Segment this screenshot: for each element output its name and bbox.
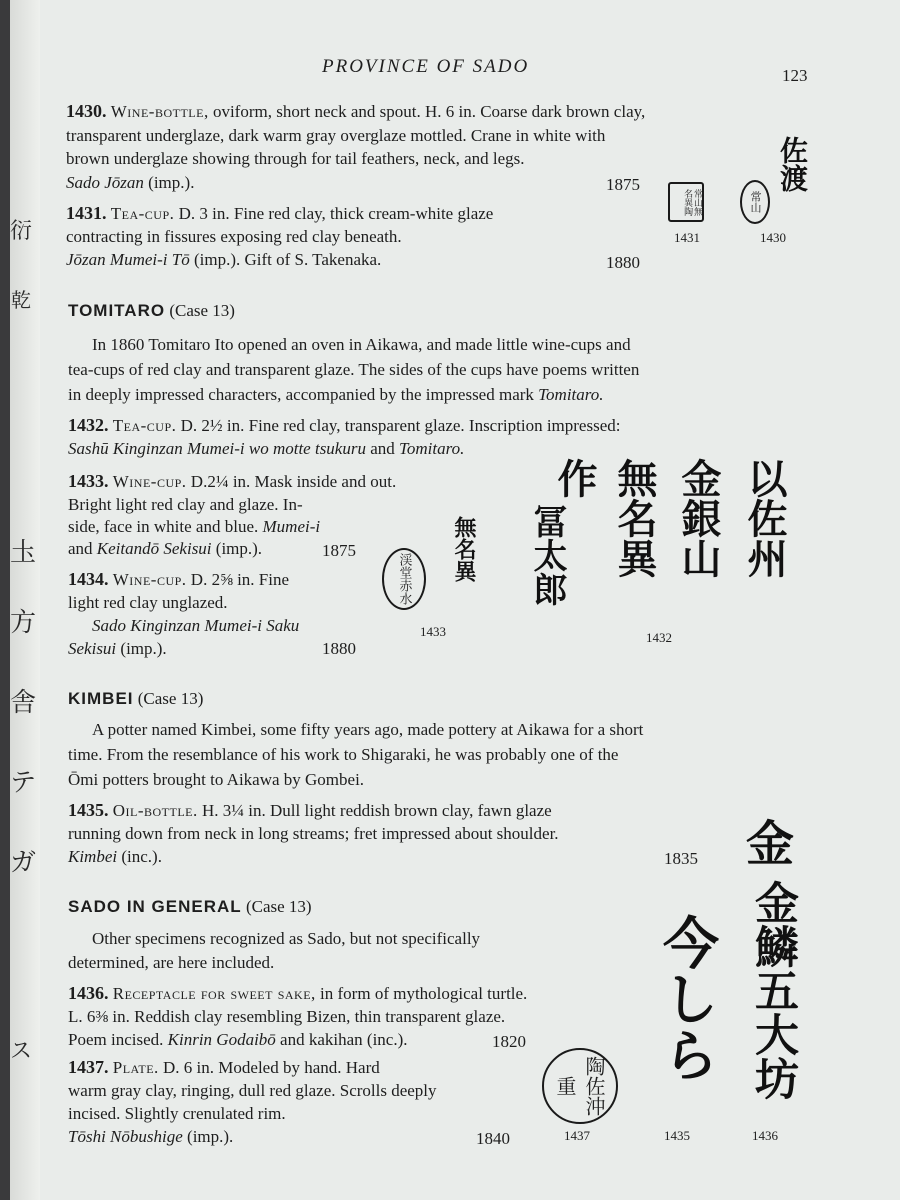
mark-label-1431: 1431: [674, 230, 700, 245]
entry-1433-line3: [68, 518, 320, 535]
entry-1431-line2: contracting in fissures exposing red clay beneath.: [66, 227, 402, 246]
entry-1434-year: 1880: [322, 639, 356, 658]
mark-method: (imp.).: [182, 1127, 234, 1146]
entry-title: Wine-bottle,: [110, 102, 209, 121]
margin-glyph: ガ: [10, 848, 37, 878]
left-margin-previous-page: [10, 0, 40, 1200]
entry-text: Poem incised.: [68, 1030, 168, 1049]
mark-name: Kinrin Godaibō: [167, 1030, 276, 1049]
entry-1434-line1: [68, 570, 289, 588]
entry-text: and: [365, 439, 400, 458]
margin-glyph: 舎: [10, 688, 37, 718]
mark-1435-character: 金: [745, 816, 794, 872]
kimbei-paragraph-line2: time. From the resemblance of his work to Shigaraki, he was probably one of the: [68, 745, 619, 764]
margin-glyph: 圡: [10, 538, 37, 568]
mark-name: Keitandō Sekisui: [96, 539, 212, 558]
entry-1434-line3: Sado Kinginzan Mumei-i Saku: [92, 616, 300, 635]
mark-1437-seal: 陶佐沖重: [542, 1048, 618, 1124]
entry-1433-line1: [68, 472, 396, 490]
entry-title: Tea-cup.: [112, 416, 177, 435]
mark-1430-seal: 常山: [740, 180, 770, 224]
mark-1432-column-5: 冨太郎: [527, 504, 567, 606]
entry-1437-line1: [68, 1058, 380, 1076]
entry-1435-line2: running down from neck in long streams; fret impressed about shoulder.: [68, 824, 559, 843]
mark-method: (imp.).: [211, 539, 263, 558]
entry-1437-mark: [68, 1128, 233, 1145]
entry-1433-year: 1875: [322, 541, 356, 560]
entry-1432-line2: [68, 440, 464, 457]
mark-1431-seal: 常山無名異陶: [668, 182, 704, 222]
entry-1433-line4: [68, 540, 262, 557]
general-paragraph-line1: Other specimens recognized as Sado, but not specifically: [92, 929, 481, 948]
entry-number: 1431.: [66, 203, 107, 223]
entry-number: 1432.: [68, 415, 109, 435]
entry-1435-line1: [68, 801, 552, 819]
entry-number: 1437.: [68, 1057, 109, 1077]
mark-1433-characters: 無名異: [451, 516, 476, 582]
mark-name: Sekisui: [68, 639, 117, 658]
entry-title: Wine-cup.: [112, 472, 187, 491]
section-title: SADO IN GENERAL: [68, 897, 242, 916]
mark-name: Tōshi Nōbushige: [68, 1127, 183, 1146]
section-case: (Case 13): [133, 689, 204, 708]
entry-text: D. 3 in. Fine red clay, thick cream-white glaze: [174, 204, 494, 223]
entry-1434-line2: light red clay unglazed.: [68, 593, 228, 612]
mark-1433-seal: 渓堂赤水: [382, 548, 426, 610]
entry-1430-line3: brown underglaze showing through for tail feathers, neck, and legs.: [66, 149, 525, 168]
mark-1432-column-3: 無名異: [611, 458, 657, 578]
mark-1432-column-1: 以佐州: [741, 458, 787, 578]
entry-1430-line2: transparent underglaze, dark warm gray overglaze mottled. Crane in white with: [66, 126, 606, 145]
entry-text: D. 2⅝ in. Fine: [186, 570, 290, 589]
section-title: TOMITARO: [68, 301, 166, 320]
margin-glyph: 衍: [10, 219, 33, 244]
entry-1435-year: 1835: [664, 849, 698, 868]
entry-title: Tea-cup.: [110, 204, 175, 223]
general-paragraph-line2: determined, are here included.: [68, 953, 275, 972]
page-number: 123: [782, 66, 808, 85]
mark-label-1437: 1437: [564, 1128, 590, 1143]
section-case: (Case 13): [165, 301, 235, 320]
book-page: [10, 0, 900, 1200]
section-heading-kimbei: [68, 690, 203, 707]
section-heading-sado-in-general: [68, 898, 312, 915]
entry-1436-line3: [68, 1031, 408, 1048]
entry-1430-year: 1875: [606, 175, 640, 194]
tomitaro-paragraph-line3: [68, 386, 604, 403]
mark-name: Kimbei: [68, 847, 118, 866]
mark-label-1436: 1436: [752, 1128, 778, 1143]
entry-1436-year: 1820: [492, 1032, 526, 1051]
tomitaro-paragraph-line1: In 1860 Tomitaro Ito opened an oven in Aikawa, and made little wine-cups and: [92, 335, 631, 354]
running-header: PROVINCE OF SADO: [322, 56, 530, 77]
entry-1437-line3: incised. Slightly crenulated rim.: [68, 1104, 286, 1123]
entry-number: 1433.: [68, 471, 109, 491]
mark-name: Mumei-i: [262, 517, 321, 536]
entry-1430-line1: [66, 102, 645, 120]
entry-1433-line2: Bright light red clay and glaze. In-: [68, 495, 303, 514]
entry-title: Receptacle for sweet sake,: [112, 984, 316, 1003]
mark-label-1433: 1433: [420, 624, 446, 639]
entry-1435-mark: [68, 848, 162, 865]
mark-name: Sado Jōzan: [66, 173, 144, 192]
entry-1437-year: 1840: [476, 1129, 510, 1148]
entry-1431-line1: [66, 204, 493, 222]
mark-name: Tomitaro.: [538, 385, 604, 404]
mark-1432-column-4: 作: [551, 458, 597, 498]
tomitaro-paragraph-line2: tea-cups of red clay and transparent glaze. The sides of the cups have poems written: [68, 360, 640, 379]
mark-label-1432: 1432: [646, 630, 672, 645]
mark-1432-column-2: 金銀山: [675, 458, 721, 578]
entry-text: and: [68, 539, 97, 558]
entry-title: Wine-cup.: [112, 570, 187, 589]
margin-glyph: 乾: [11, 288, 31, 312]
mark-method: (imp.).: [143, 173, 195, 192]
margin-glyph: 方: [10, 608, 37, 638]
mark-1430-characters: 佐渡: [776, 136, 809, 192]
margin-glyph: ス: [10, 1039, 33, 1064]
mark-label-1430: 1430: [760, 230, 786, 245]
section-heading-tomitaro: [68, 302, 235, 319]
entry-text: D.2¼ in. Mask inside and out.: [186, 472, 397, 491]
entry-number: 1436.: [68, 983, 109, 1003]
entry-text: D. 6 in. Modeled by hand. Hard: [158, 1058, 380, 1077]
mark-method: (inc.).: [117, 847, 162, 866]
mark-method: and kakihan (inc.).: [275, 1030, 408, 1049]
mark-name: Tomitaro.: [399, 439, 465, 458]
entry-1430-mark: [66, 174, 194, 191]
entry-text: oviform, short neck and spout. H. 6 in. Coarse dark brown clay,: [208, 102, 646, 121]
entry-1432-line1: [68, 416, 620, 434]
kimbei-paragraph-line3: Ōmi potters brought to Aikawa by Gombei.: [68, 770, 365, 789]
paragraph-text: in deeply impressed characters, accompanied by the impressed mark: [68, 385, 539, 404]
entry-title: Oil-bottle.: [112, 801, 198, 820]
margin-glyph: テ: [10, 768, 37, 798]
entry-1436-line2: L. 6⅜ in. Reddish clay resembling Bizen, thin transparent glaze.: [68, 1007, 506, 1026]
mark-method: (imp.). Gift of S. Takenaka.: [189, 250, 382, 269]
entry-text: side, face in white and blue.: [68, 517, 263, 536]
entry-1437-line2: warm gray clay, ringing, dull red glaze. Scrolls deeply: [68, 1081, 437, 1100]
entry-1431-year: 1880: [606, 253, 640, 272]
section-case: (Case 13): [241, 897, 312, 916]
mark-1436-column-2: 今しら: [654, 914, 719, 1082]
entry-number: 1435.: [68, 800, 109, 820]
entry-1431-mark: [66, 251, 381, 268]
mark-method: (imp.).: [116, 639, 167, 658]
mark-label-1435: 1435: [664, 1128, 690, 1143]
entry-text: H. 3¼ in. Dull light reddish brown clay, fawn glaze: [197, 801, 552, 820]
entry-title: Plate.: [112, 1058, 159, 1077]
kimbei-paragraph-line1: A potter named Kimbei, some fifty years ago, made pottery at Aikawa for a short: [92, 720, 644, 739]
entry-1436-line1: [68, 984, 527, 1002]
entry-number: 1430.: [66, 101, 107, 121]
mark-1436-column-1: 金鱗五大坊: [747, 880, 798, 1100]
mark-name: Jōzan Mumei-i Tō: [66, 250, 190, 269]
entry-text: in form of mythological turtle.: [315, 984, 528, 1003]
inscription: Sashū Kinginzan Mumei-i wo motte tsukuru: [68, 439, 366, 458]
entry-text: D. 2½ in. Fine red clay, transparent glaze. Inscription impressed:: [176, 416, 621, 435]
entry-number: 1434.: [68, 569, 109, 589]
entry-1434-line4: [68, 640, 167, 657]
section-title: KIMBEI: [68, 689, 134, 708]
